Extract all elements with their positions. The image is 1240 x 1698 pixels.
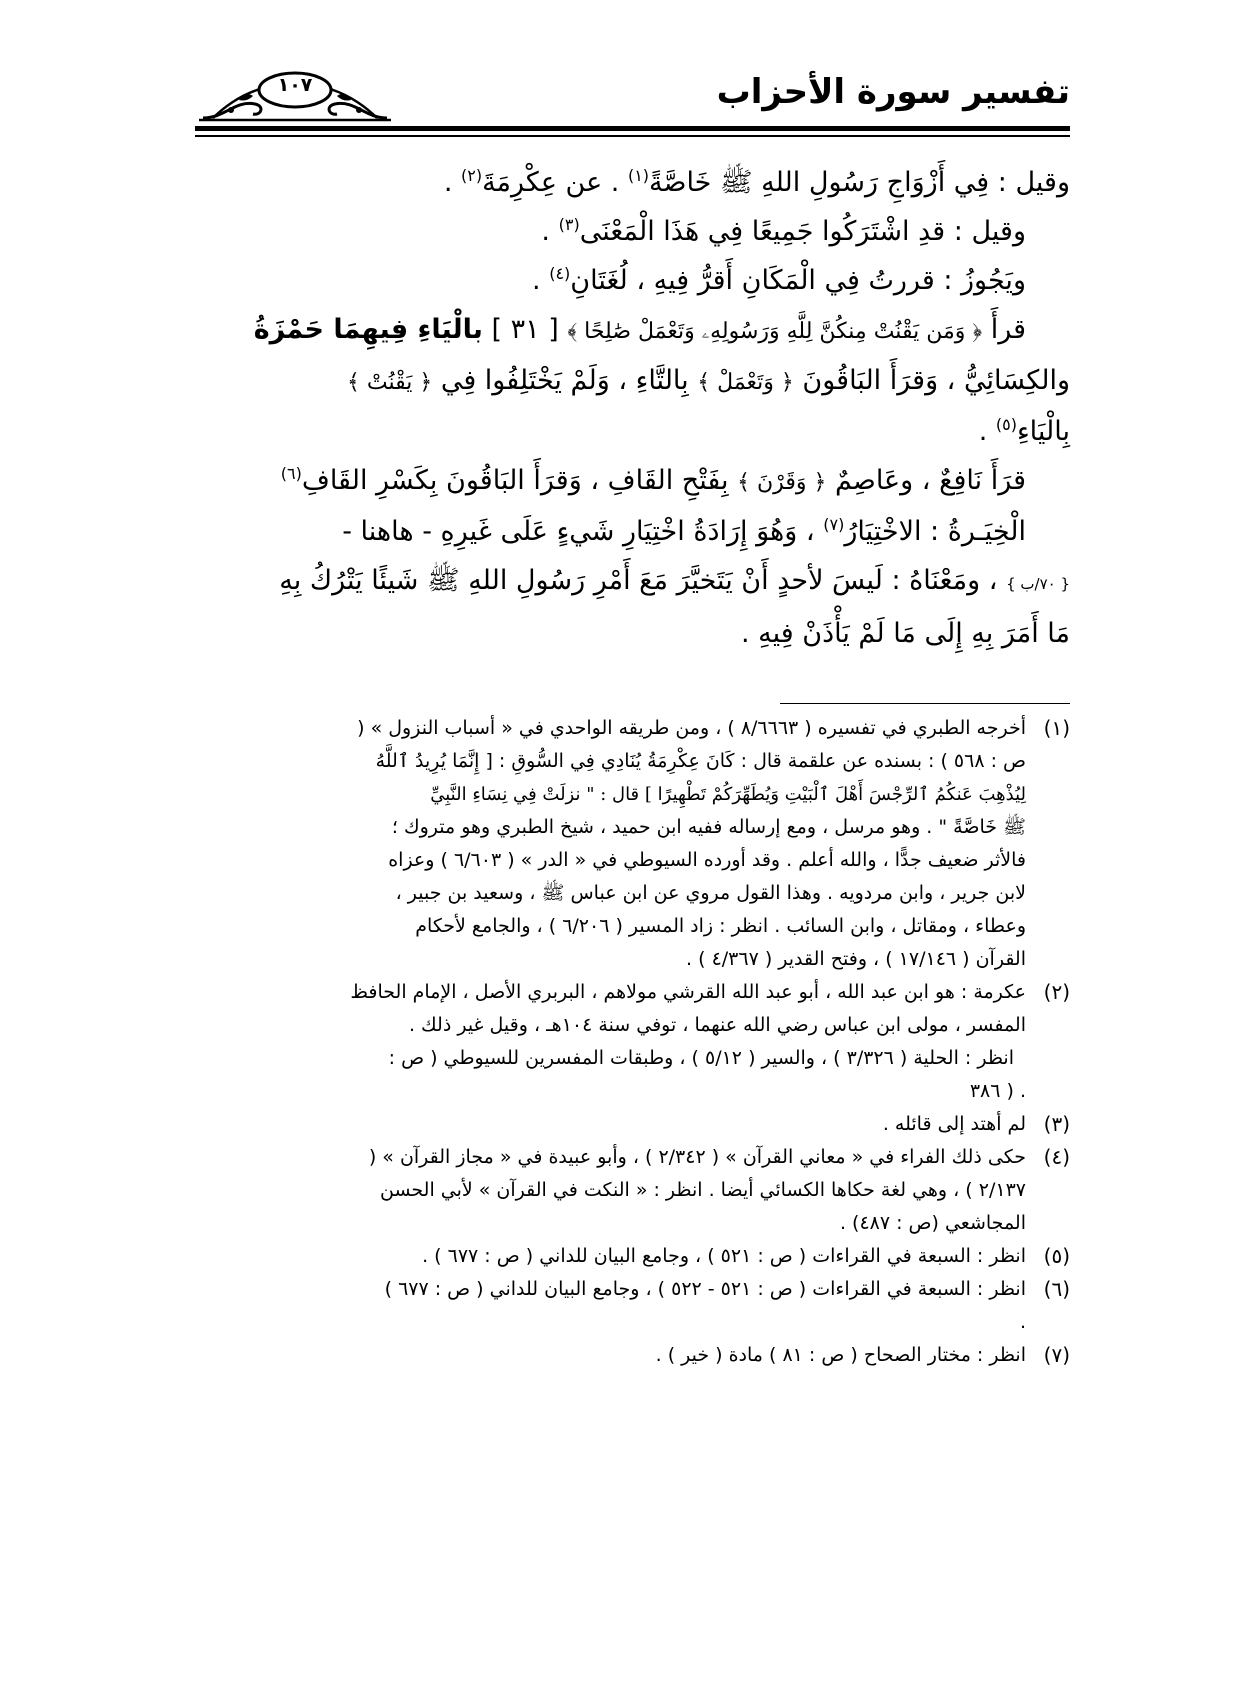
footnote-number: (١)	[1043, 716, 1070, 740]
footnote-mark: (٤)	[549, 264, 571, 283]
verse-number: [ ٣١ ]	[491, 314, 559, 345]
footnote: (٢) عكرمة : هو ابن عبد الله ، أبو عبد الله القرشي مولاهم ، البربري الأصل ، الإمام الحافظ المفسر ، مولى ابن عباس رضي الله عنهما ، توفي سنة ١٠٤هـ ، وقيل غير ذلك . انظر : الحلية ( ٣/٣٢٦ ) ، والسير ( ٥/١٢ ) ، وطبقات المفسرين للسيوطي ( ص : . ( ٣٨٦	[195, 976, 1070, 1108]
footnote-number: (٢)	[1043, 980, 1070, 1004]
quran-word: ﴿ يَقْنُتْ ﴾	[346, 370, 433, 395]
footnote: (١) أخرجه الطبري في تفسيره ( ٨/٦٦٦٣ ) ، ومن طريقه الواحدي في « أسباب النزول » ( ص : ٥٦٨ ) : بسنده عن علقمة قال : كَانَ عِكْرِمَةُ يُنَادِي فِي السُّوقِ : [ إِنَّمَا يُرِيدُ ٱللَّهُ لِيُذْهِبَ عَنكُمُ ٱلرِّجْسَ أَهْلَ ٱلْبَيْتِ وَيُطَهِّرَكُمْ تَطْهِيرًا ] قال : " نزلَتْ فِي نِسَاءِ النَّبِيِّ ﷺ خَاصَّةً " . وهو مرسل ، ومع إرساله ففيه ابن حميد ، شيخ الطبري وهو متروك ؛ فالأثر ضعيف جدًّا ، والله أعلم . وقد أورده السيوطي في « الدر » ( ٦/٦٠٣ ) وعزاه لابن جرير ، وابن مردويه . وهذا القول مروي عن ابن عباس ﷺ ، وسعيد بن جبير ، وعطاء ، ومقاتل ، وابن السائب . انظر : زاد المسير ( ٦/٢٠٦ ) ، والجامع لأحكام القرآن ( ١٧/١٤٦ ) ، وفتح القدير ( ٤/٣٦٧ ) .	[195, 712, 1070, 976]
text-line: الْخِيَـرةُ : الاخْتِيَارُ$^{(٧)}$ ، وَهُوَ إِرَادَةُ اخْتِيَارِ شَيءٍ عَلَى غَيرِهِ - هاهنا -	[342, 515, 1026, 547]
footnote-mark: (٦)	[280, 464, 302, 483]
footnote-number: (٤)	[1043, 1145, 1070, 1169]
footnote-number: (٧)	[1043, 1343, 1070, 1367]
text-line: مَا أَمَرَ بِهِ إِلَى مَا لَمْ يَأْذَنْ فِيهِ .	[740, 618, 1070, 649]
footnote: (٣) لم أهتد إلى قائله .	[195, 1108, 1070, 1141]
text-line: بِالْيَاءِ$^{(٥)}$ .	[978, 415, 1070, 447]
quran-verse: ﴿ وَمَن يَقْنُتْ مِنكُنَّ لِلَّهِ وَرَسُولِهِۦ وَتَعْمَلْ صَٰلِحًا ﴾	[567, 319, 983, 344]
footnote-mark: (٥)	[995, 415, 1017, 434]
footnote: (٥) انظر : السبعة في القراءات ( ص : ٥٢١ ) ، وجامع البيان للداني ( ص : ٦٧٧ ) .	[195, 1240, 1070, 1273]
footnote-number: (٦)	[1043, 1277, 1070, 1301]
footnote-mark: (١)	[627, 166, 650, 185]
footnote: (٤) حكى ذلك الفراء في « معاني القرآن » ( ٢/٣٤٢ ) ، وأبو عبيدة في « مجاز القرآن » ( ٢/١٣٧ ) ، وهي لغة حكاها الكسائي أيضا . انظر : « النكت في القرآن » لأبي الحسن المجاشعي (ص : ٤٨٧) .	[195, 1141, 1070, 1240]
footnote: (٦) انظر : السبعة في القراءات ( ص : ٥٢١ - ٥٢٢ ) ، وجامع البيان للداني ( ص : ٦٧٧ ) .	[195, 1273, 1070, 1339]
main-text	[195, 158, 1070, 658]
footnote-separator	[780, 703, 1070, 704]
footnotes	[195, 712, 1070, 1372]
text-line: قرأَ ﴿ وَمَن يَقْنُتْ مِنكُنَّ لِلَّهِ وَرَسُولِهِۦ وَتَعْمَلْ صَٰلِحًا ﴾ [ ٣١ ] بالْيَاءِ فِيهِمَا حَمْزَةُ	[253, 314, 1026, 345]
footnote-mark: (٢)	[460, 166, 483, 185]
page-number: ١٠٧	[277, 74, 313, 96]
text-line: ويَجُوزُ : قررتُ فِي الْمَكَانِ أَقرُّ فِيهِ ، لُغَتَانِ$^{(٤)}$ .	[532, 264, 1026, 296]
header-rule-thick	[195, 126, 1070, 131]
footnote-number: (٣)	[1043, 1112, 1070, 1136]
footnote-mark: (٧)	[823, 515, 845, 534]
manuscript-folio-mark: { ٧٠/ب }	[1006, 575, 1070, 593]
text-line: وقيل : قدِ اشْتَرَكُوا جَمِيعًا فِي هَذَا الْمَعْنَى$^{(٣)}$ .	[541, 215, 1026, 247]
text-line: وقيل : فِي أَزْوَاجِ رَسُولِ اللهِ ﷺ خَاصَّةً$^{(١)}$ . عن عِكْرِمَةَ$^{(٢)}$ .	[443, 166, 1070, 198]
text-line: قرَأَ نَافِعٌ ، وعَاصِمٌ ﴿ وَقَرْنَ ﴾ بِفَتْحِ القَافِ ، وَقرَأَ البَاقُونَ بِكَسْرِ القَافِ$^{(٦)}$	[280, 464, 1026, 496]
text-line: والكِسَائِيُّ ، وَقرَأَ البَاقُونَ ﴿ وَتَعْمَلْ ﴾ بِالتَّاءِ ، وَلَمْ يَخْتَلِفُوا فِي ﴿ يَقْنُتْ ﴾	[346, 365, 1070, 396]
footnote-mark: (٣)	[558, 215, 580, 234]
footnote-number: (٥)	[1043, 1244, 1070, 1268]
quran-word: ﴿ وَقَرْنَ ﴾	[737, 470, 827, 495]
text-line: { ٧٠/ب } ، ومَعْنَاهُ : لَيسَ لأحدٍ أَنْ يَتَخيَّرَ مَعَ أَمْرِ رَسُولِ اللهِ ﷺ شَيئًا يَتْرُكُ بِهِ	[279, 565, 1070, 596]
header-rule-thin	[195, 135, 1070, 137]
running-title: تفسير سورة الأحزاب	[716, 72, 1070, 112]
quran-word: ﴿ وَتَعْمَلْ ﴾	[697, 370, 794, 395]
footnote: (٧) انظر : مختار الصحاح ( ص : ٨١ ) مادة ( خير ) .	[195, 1339, 1070, 1372]
